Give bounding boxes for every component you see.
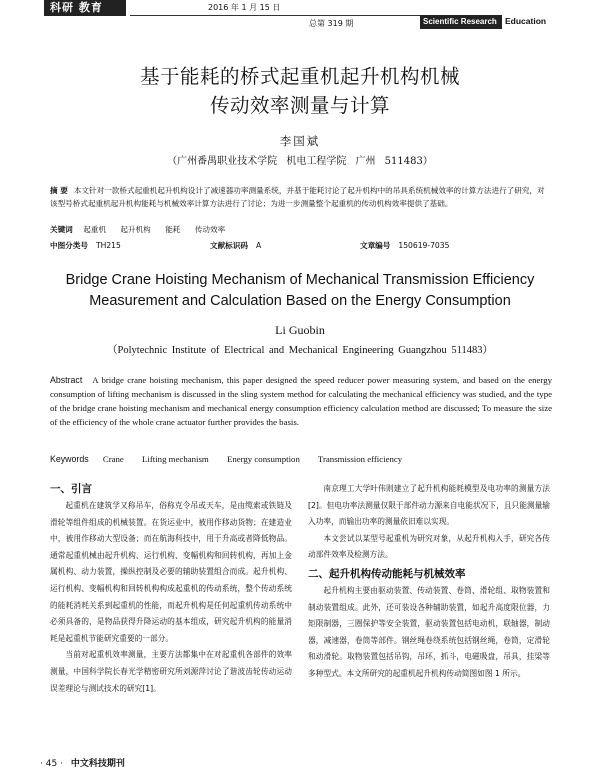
keywords-cn-label: 关键词 (50, 225, 73, 234)
title-cn (0, 62, 600, 120)
body-paragraph: 当前对起重机效率测量，主要方法都集中在对起重机各部件的效率测量，中国科学院长春光学精密研究所刘源萍讨论了谐波齿轮传动运动误差理论与测试技术的研究[1]。 (50, 650, 292, 693)
affiliation-cn: （广州番禺职业技术学院 机电工程学院 广州 511483） (167, 156, 433, 167)
title-en-line1: Bridge Crane Hoisting Mechanism of Mechanical Transmission Efficiency (65, 272, 535, 288)
abstract-en (50, 373, 552, 429)
abstract-cn-text: 本文针对一款桥式起重机起升机构设计了减速器功率测量系统，并基于能耗讨论了起升机构中的吊具系统机械效率的计算方法进行了研究，对该型号桥式起重机起升机构能耗与机械效率计算方法进行了讨论；为进一步测量整个起重机的传动机构效率提供了基础。 (50, 186, 545, 208)
keywords-cn (50, 224, 552, 235)
class-number: 中图分类号 TH215 (50, 241, 121, 250)
body-paragraph: 本文尝试以某型号起重机为研究对象，从起升机构入手，研究各传动部件效率及检测方法。 (308, 533, 550, 560)
body-paragraph: 起重机在建筑学又称吊车，俗称克令吊或天车，是由缆索或铁链及滑轮等组件组成的机械装置。在货运业中，被用作移动货物；在建造业中，被用作移动大型设备；而在航海科技中，用于升高或者降低物品。通常起重机械由起升机构、运行机构、变幅机构和回转机构，再加上金属机构、动力装置，操纵控制及必要的辅助装置组合而成。起升机构、运行机构、变幅机构和回转机构构成起重机的传动系统，整个传动系统的能耗消耗关系到起重机的性能，而起升机构是任何起重机传动系统中必须具备的，是物品获得升降运动的基本组成，研究起升机构的能量消耗是起重机节能研究重要的一部分。 (50, 501, 292, 643)
keyword-en: Transmission efficiency (317, 454, 403, 464)
title-cn-line2: 传动效率测量与计算 (209, 94, 390, 117)
abstract-en-text: A bridge crane hoisting mechanism, this paper designed the speed reducer power measuring system, and based on the energy consumption of lifting mechanism is discussed in the sling system method for calculating the mechanical efficiency was studied, and the type of the bridge crane hoisting mechanism and mechanical energy consumption efficiency calculation method are discussed; To measure the size of the efficiency of the whole crane actuator further provides the basis. (50, 375, 552, 427)
body-paragraph: 起升机构主要由驱动装置、传动装置、卷筒、滑轮组、取物装置和制动装置组成。此外，还可装设各种辅助装置，如起升高度限位器，力矩限制器，三圈保护等安全装置，驱动装置包括电动机，联轴器，制动器，减速器，卷筒等部件。钢丝绳卷绕系统包括钢丝绳，卷筒，定滑轮和动滑轮。取物装置包括吊钩，吊环，抓斗，电磁吸盘，吊具，挂梁等多种型式。本文所研究的起重机起升机构传动简图如图 1 所示。 (308, 585, 550, 678)
header-divider (130, 15, 420, 16)
author-en: Li Guobin (275, 323, 325, 337)
body-column-left (50, 481, 292, 697)
keyword-cn: 起重机 (83, 225, 106, 234)
page-header (0, 0, 600, 32)
title-en (0, 270, 600, 312)
author-cn: 李国斌 (279, 134, 321, 148)
footer-journal: 中文科技期刊 (70, 759, 125, 768)
keyword-en: Crane (102, 454, 124, 464)
keyword-cn: 传动效率 (194, 225, 226, 234)
body-paragraph: 南京理工大学叶伟则建立了起升机构能耗模型及电功率的测量方法[2]。但电功率法测量仅限于部件动力源来自电能状况下，且只能测量输入功率，而输出功率的测量依旧难以实现。 (308, 484, 550, 527)
keyword-cn: 起升机构 (120, 225, 151, 234)
title-cn-line1: 基于能耗的桥式起重机起升机构机械 (139, 65, 460, 88)
journal-logo-en: Scientific Research (420, 15, 502, 29)
page-number: · 45 · (40, 759, 63, 768)
journal-logo-cn: 科研 教育 (44, 0, 126, 16)
keyword-en: Energy consumption (226, 454, 300, 464)
keyword-cn: 能耗 (165, 225, 181, 234)
affiliation-en: （Polytechnic Institute of Electrical and Mechanical Engineering Guangzhou 511483） (107, 345, 493, 356)
section-heading: 一、引言 (50, 483, 92, 495)
page-footer (40, 756, 125, 768)
doc-code: 文献标识码 A (210, 241, 262, 250)
article-number: 文章编号 150619-7035 (360, 241, 450, 250)
abstract-cn-label: 摘 要 (50, 186, 68, 195)
keyword-en: Lifting mechanism (142, 454, 209, 464)
classification-row (50, 240, 552, 251)
header-section-en: Education (505, 16, 547, 26)
title-en-line2: Measurement and Calculation Based on the Energy Consumption (89, 293, 511, 309)
header-date: 2016 年 1 月 15 日 (208, 3, 281, 12)
abstract-cn (50, 185, 552, 210)
header-issue: 总第 319 期 (309, 19, 354, 28)
section-heading: 二、起升机构传动能耗与机械效率 (308, 567, 466, 580)
keywords-en (50, 454, 552, 464)
abstract-en-label: Abstract (50, 375, 83, 385)
keywords-en-label: Keywords (50, 454, 89, 464)
body-column-right (308, 481, 550, 683)
